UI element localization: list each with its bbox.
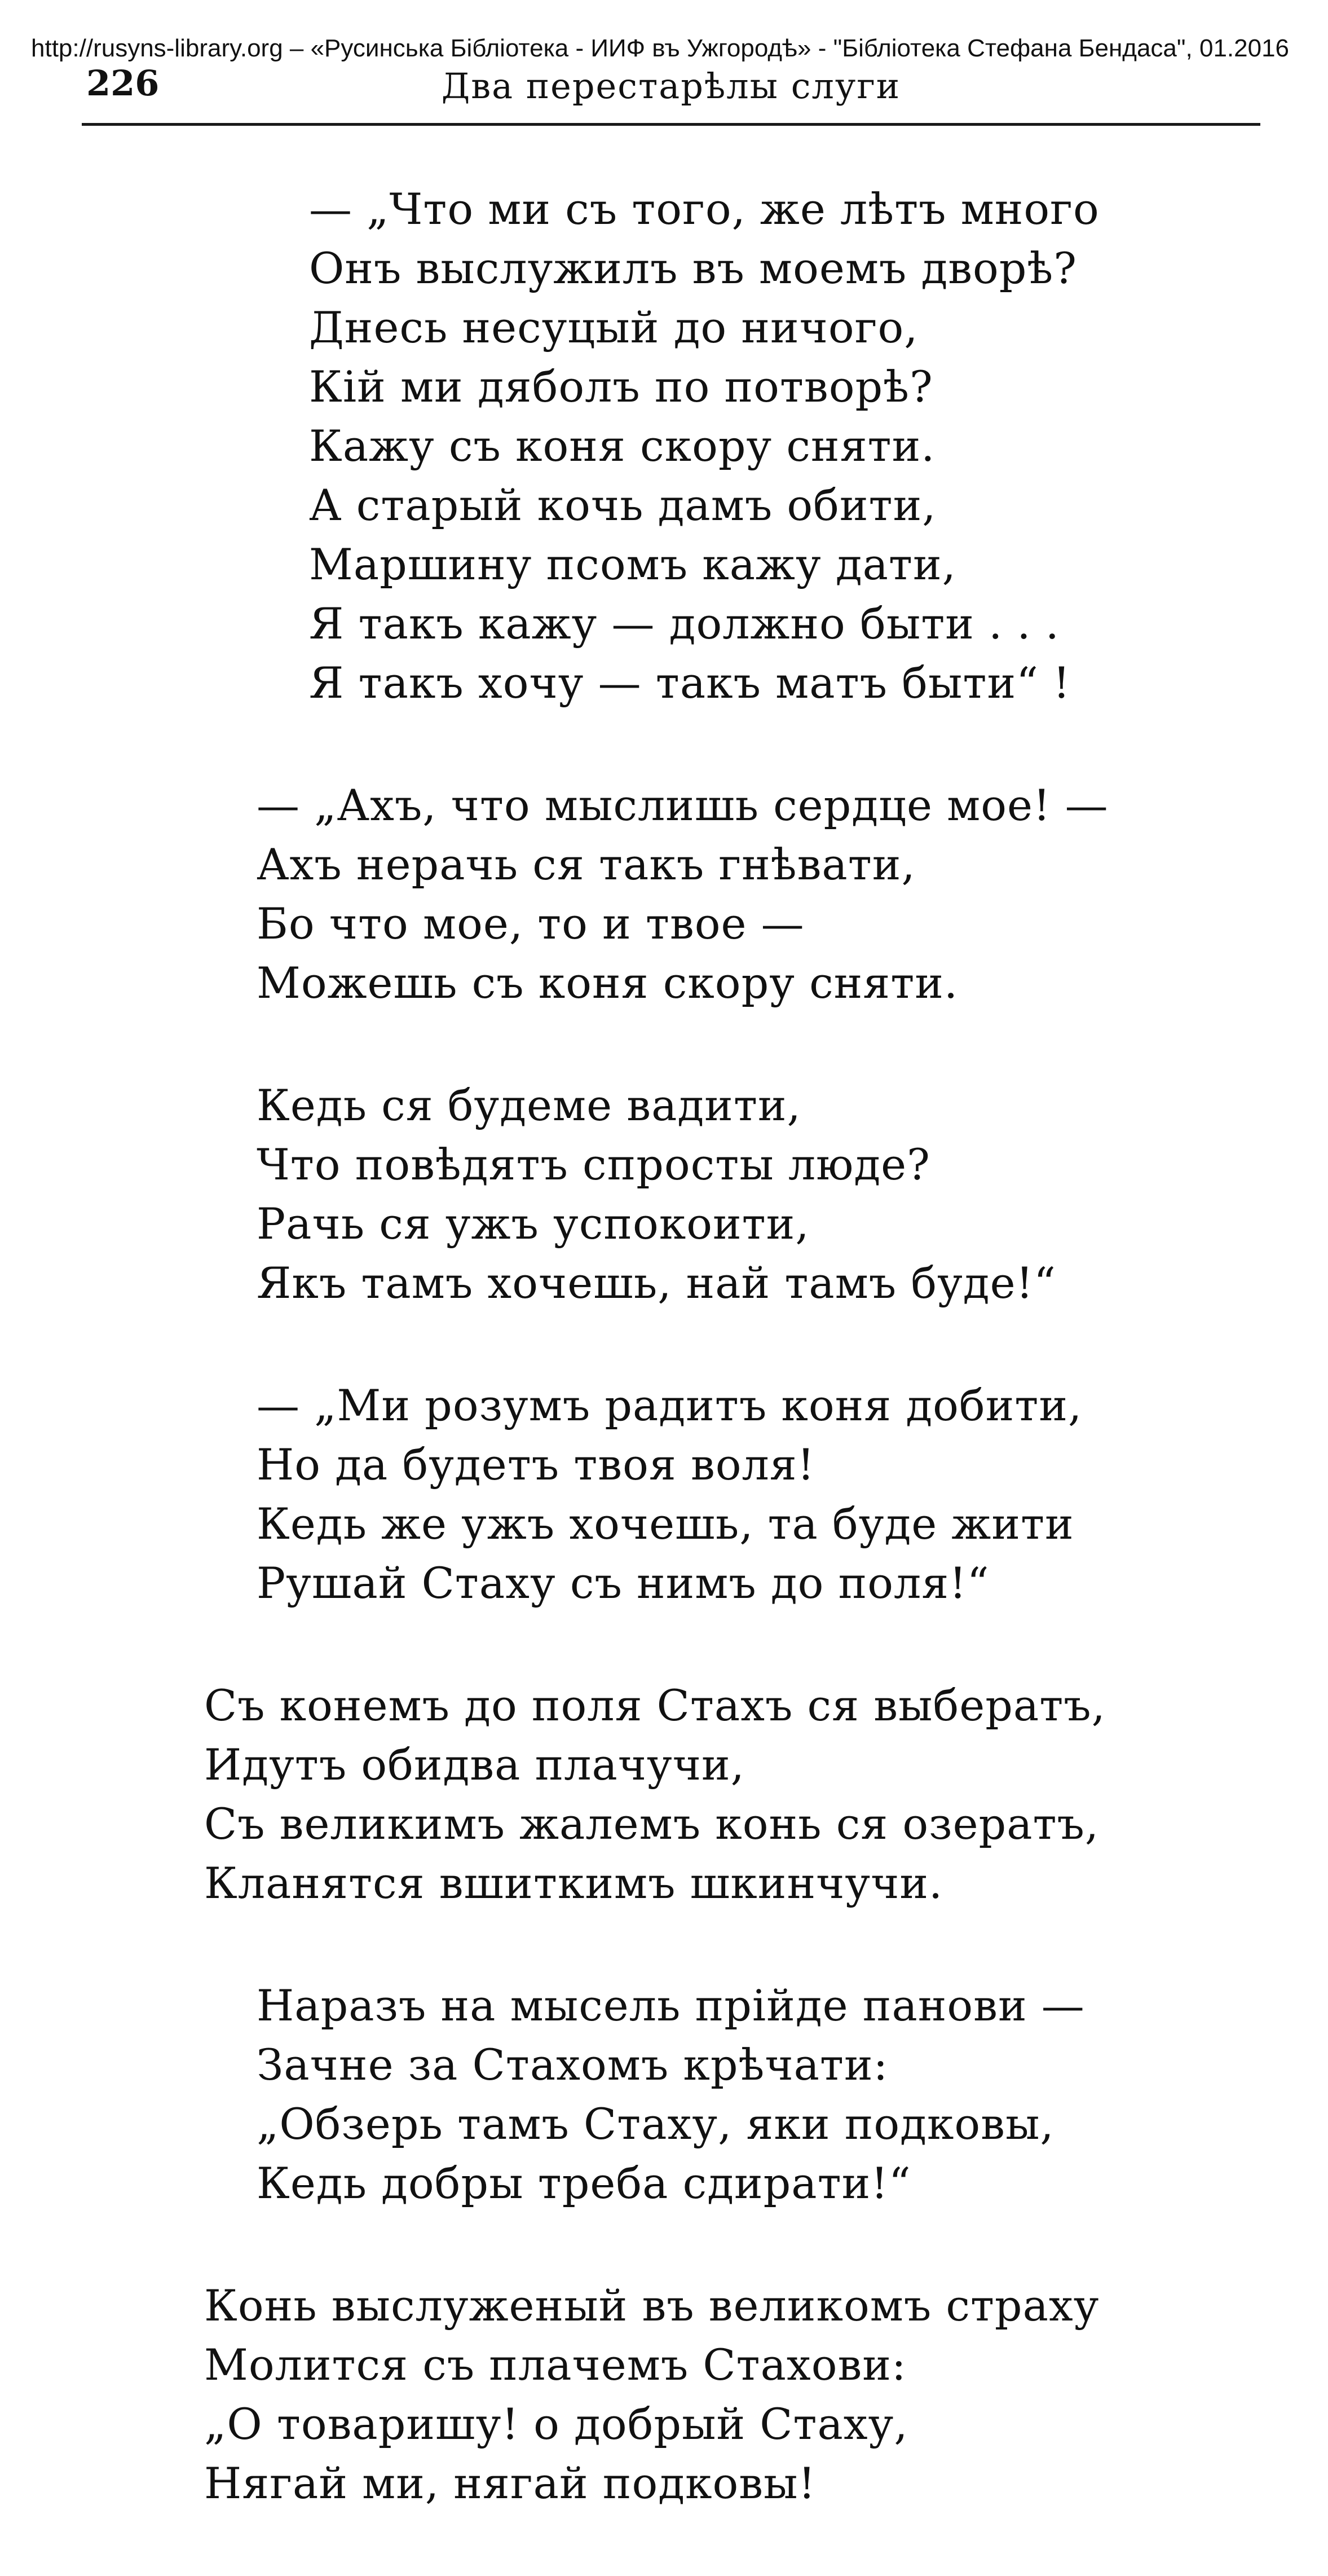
- stanza-4: [0, 1376, 1328, 1613]
- running-title: Два перестарѣлы слуги: [441, 65, 901, 107]
- verse-line: Рачь ся ужъ успокоити,: [257, 1199, 810, 1249]
- page-header: [82, 61, 1260, 126]
- verse-line: — „Ми розумъ радитъ коня добити,: [257, 1380, 1083, 1430]
- verse-line: Кедь ся будеме вадити,: [257, 1080, 801, 1130]
- verse-line: Съ великимъ жалемъ конь ся озератъ,: [204, 1799, 1100, 1849]
- verse-line: Днесь несуцый до ничого,: [309, 302, 919, 353]
- verse-line: „Обзерь тамъ Стаху, яки подковы,: [257, 2099, 1055, 2149]
- stanza-1: [0, 179, 1328, 712]
- verse-line: Конь выслуженый въ великомъ страху: [204, 2280, 1100, 2331]
- verse-line: Онъ выслужилъ въ моемъ дворѣ?: [309, 243, 1078, 293]
- verse-line: Зачне за Стахомъ крѣчати:: [257, 2040, 889, 2090]
- verse-line: — „Ахъ, что мыслишь сердце мое! —: [257, 780, 1109, 830]
- verse-line: А старый кочь дамъ обити,: [309, 480, 937, 530]
- verse-line: Кій ми дяболъ по потворѣ?: [309, 362, 933, 412]
- verse-line: Рушай Стаху съ нимъ до поля!“: [257, 1558, 990, 1608]
- verse-line: Якъ тамъ хочешь, най тамъ буде!“: [257, 1258, 1056, 1308]
- verse-line: Бо что мое, то и твое —: [257, 899, 805, 949]
- verse-line: Съ конемъ до поля Стахъ ся выбератъ,: [204, 1680, 1106, 1730]
- stanza-2: [0, 776, 1328, 1012]
- verse-line: Кажу съ коня скору сняти.: [309, 421, 936, 471]
- verse-line: Я такъ хочу — такъ матъ быти“ !: [309, 658, 1071, 708]
- verse-line: Но да будетъ твоя воля!: [257, 1439, 815, 1490]
- verse-line: Что повѣдятъ спросты люде?: [257, 1139, 930, 1190]
- verse-line: Кедь добры треба сдирати!“: [257, 2158, 911, 2208]
- stanza-3: [0, 1076, 1328, 1313]
- poem-text: [0, 179, 1328, 2576]
- stanza-7: [0, 2276, 1328, 2513]
- stanza-5: [0, 1676, 1328, 1913]
- verse-line: Кланятся вшиткимъ шкинчучи.: [204, 1858, 943, 1908]
- stanza-6: [0, 1976, 1328, 2213]
- verse-line: Маршину псомъ кажу дати,: [309, 539, 956, 589]
- verse-line: Можешь съ коня скору сняти.: [257, 958, 959, 1008]
- page-number: 226: [86, 63, 160, 104]
- source-line: http://rusyns-library.org – «Русинська Бібліотека - ИИФ въ Ужгородѣ» - "Бібліотека Стефана Бендаса", 01.2016: [31, 34, 1290, 62]
- verse-line: Нягай ми, нягай подковы!: [204, 2458, 817, 2508]
- verse-line: Наразъ на мысель прійде панови —: [257, 1980, 1085, 2031]
- verse-line: Идутъ обидва плачучи,: [204, 1740, 745, 1790]
- verse-line: Ахъ нерачь ся такъ гнѣвати,: [257, 839, 916, 890]
- verse-line: Кедь же ужъ хочешь, та буде жити: [257, 1499, 1074, 1549]
- verse-line: Молится съ плачемъ Стахови:: [204, 2340, 907, 2390]
- verse-line: „О товаришу! о добрый Стаху,: [204, 2399, 908, 2449]
- verse-line: Я такъ кажу — должно быти . . .: [309, 598, 1060, 649]
- verse-line: — „Что ми съ того, же лѣтъ много: [309, 184, 1100, 234]
